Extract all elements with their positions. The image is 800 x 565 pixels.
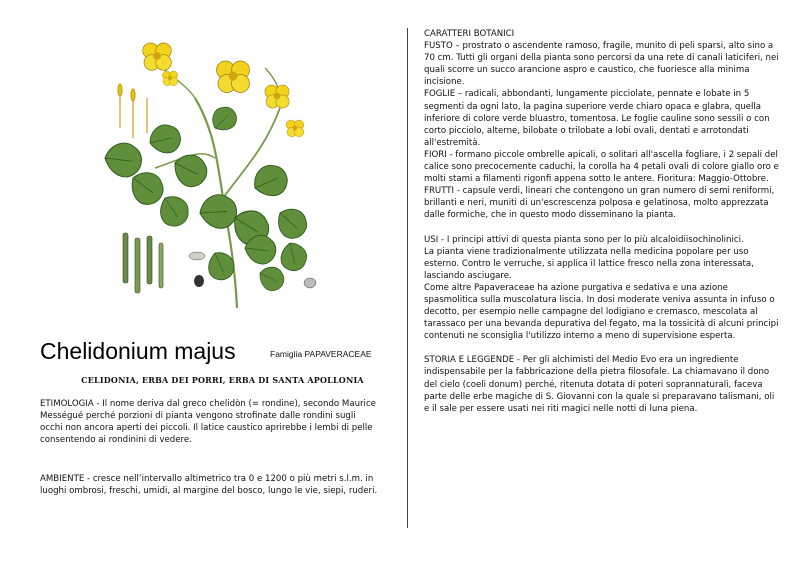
frutti-paragraph: FRUTTI - capsule verdi, lineari che contengono un gran numero di semi reniformi, brillanti e neri, muniti di un'escrescenza polposa e gelatinosa, molto apprezzata dalle formiche, che in questo modo disseminano la pianta.: [424, 186, 775, 221]
species-name: Chelidonium majus: [40, 338, 236, 364]
stamens: [118, 84, 147, 138]
usi-paragraph-2: La pianta viene tradizionalmente utilizzata nella medicina popolare per uso esterno. Contro le verruche, si applica il lattice fresco nella zona interessata, lasciando asciugare.: [424, 246, 754, 281]
etimologia-paragraph: ETIMOLOGIA - Il nome deriva dal greco chelidòn (= rondine), secondo Maurice Mességué perché porzioni di pianta vengono strofinate dalle rondini sugli occhi non ancora aperti dei piccoli. Il latice caustico aprirebbe i lembi di pelle consentendo ai rondinini di vedere.: [40, 399, 376, 445]
spacer: [424, 222, 779, 234]
plant-illustration: [95, 38, 335, 310]
storia-paragraph: STORIA E LEGGENDE - Per gli alchimisti del Medio Evo era un ingrediente indispensabile per la fabbricazione della pietra filosofale. La chiamavano il dono del cielo (coeli donum) perché, ritenuta dotata di poteri soprannaturali, faceva parte delle erbe magiche di S. Giovanni con la quale si preparavano talismani, oli e il sale per essere usati nei riti magici nelle notti di luna piena.: [424, 355, 775, 414]
common-names: CELIDONIA, ERBA DEI PORRI, ERBA DI SANTA APOLLONIA: [81, 375, 364, 385]
right-column: [424, 28, 779, 415]
usi-paragraph-3: Come altre Papaveraceae ha azione purgativa e sedativa e una azione spasmolitica sulla muscolatura liscia. In dosi moderate veniva assunta in infuso o decotto, per esempio nelle campagne del lodigiano e cremasco, mescolata al tarassaco per una bevanda depurativa del fegato, ma la tossicità di alcuni principi contenuti ne sconsiglia l'utilizzo interno a meno di supervisione esperta.: [424, 282, 779, 342]
usi-paragraph: USI - I principi attivi di questa pianta sono per lo più alcaloidiisochinolinici.: [424, 234, 744, 245]
column-divider: [407, 28, 408, 528]
fiori-paragraph: FIORI - formano piccole ombrelle apicali, o solitari all'ascella fogliare, i 2 sepali del calice sono precocemente caduchi, la corolla ha 4 petali ovali di colore giallo oro e molti stami a filamenti rigonfi appena sotto le antere. Fioritura: Maggio-Ottobre.: [424, 149, 779, 185]
leaves: [103, 103, 312, 293]
ambiente-paragraph: AMBIENTE - cresce nell’intervallo altimetrico tra 0 e 1200 o più metri s.l.m. in luoghi ombrosi, freschi, umidi, al margine del bosco, lungo le vie, siepi, ruderi.: [40, 474, 378, 496]
fusto-paragraph: FUSTO – prostrato o ascendente ramoso, fragile, munito di peli sparsi, alto sino a 70 cm. Tutti gli organi della pianta sono percorsi da una rete di canali laticiferi, nei quali scorre un succo arancione aspro e caustico, che fuoriesce alla minima incisione.: [424, 41, 779, 88]
family-name: Famiglia PAPAVERACEAE: [270, 349, 372, 359]
caratteri-heading: CARATTERI BOTANICI: [424, 29, 515, 39]
spacer: [424, 342, 779, 354]
foglie-paragraph: FOGLIE – radicali, abbondanti, lungamente picciolate, pennate e lobate in 5 segmenti da ogni lato, la pagina superiore verde chiaro opaca e glabra, quella inferiore di colore verde bluastro, tomentosa. Le foglie cauline sono sessili o con corto picciolo, alterne, bilobate o trilobate a lobi ovali, dentati e arrotondati all'estremità.: [424, 89, 770, 148]
